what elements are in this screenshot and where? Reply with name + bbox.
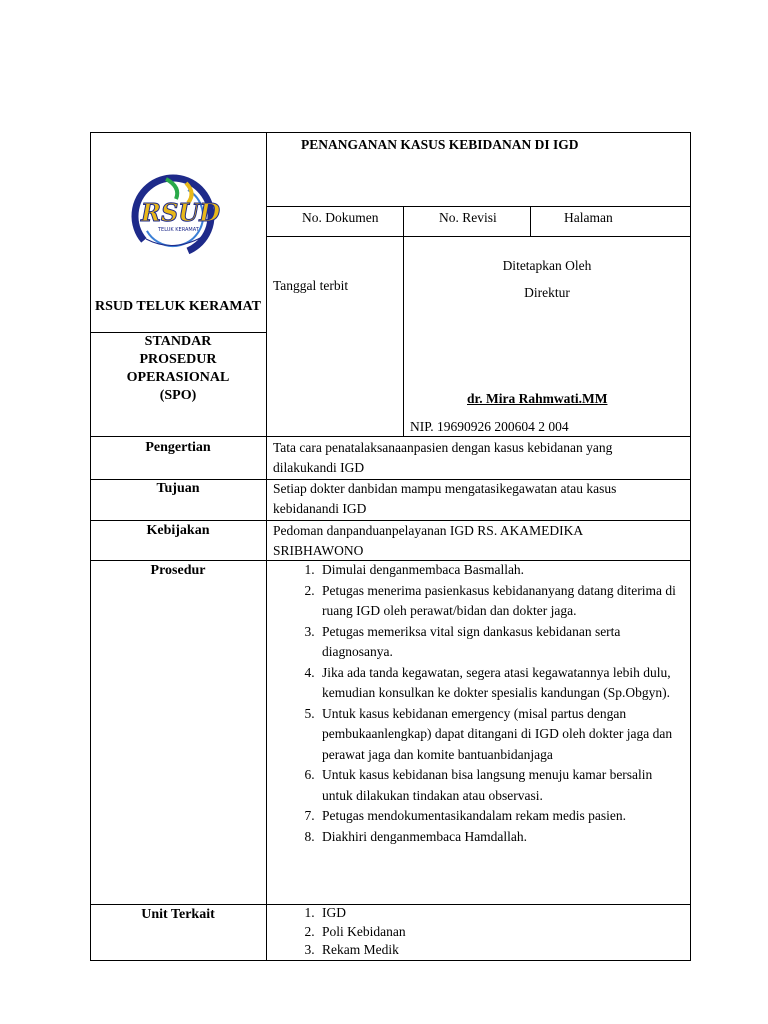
hospital-logo: [126, 169, 220, 263]
table-border-left: [90, 132, 91, 961]
procedure-step: 6. Untuk kasus kebidanan bisa langsung menuju kamar bersalin untuk dilakukan tindakan atau observasi.: [318, 765, 684, 806]
unit-terkait-content: [266, 904, 406, 960]
procedure-step: 2. Petugas menerima pasienkasus kebidananyang datang diterima di ruang IGD oleh perawat/bidan dan dokter jaga.: [318, 581, 684, 622]
text-line: kebidanandi IGD: [273, 500, 367, 516]
unit-item: 1. IGD: [318, 904, 406, 923]
pengertian-content: [273, 438, 612, 477]
text-line: Pedoman danpanduanpelayanan IGD RS. AKAMEDIKA: [273, 523, 584, 538]
procedure-step: 8. Diakhiri denganmembaca Hamdallah.: [318, 827, 684, 848]
direktur-label: Direktur: [524, 285, 570, 300]
procedure-step: 4. Jika ada tanda kegawatan, segera atasi kegawatannya lebih dulu, kemudian konsulkan ke dokter spesialis kandungan (Sp.Obgyn).: [318, 663, 684, 704]
column-divider: [530, 206, 531, 237]
table-border-bottom: [90, 960, 691, 961]
text-line: Tata cara penatalaksanaanpasien dengan kasus kebidanan yang: [273, 440, 613, 455]
svg-text:RSUD: RSUD: [141, 198, 220, 227]
column-divider: [403, 206, 404, 436]
pengertian-label: Pengertian: [145, 440, 211, 455]
kebijakan-content: [273, 521, 583, 560]
signatory-nip: NIP. 19690926 200604 2 004: [410, 419, 569, 434]
text-line: dilakukandi IGD: [273, 459, 365, 475]
no-dokumen-label: No. Dokumen: [302, 210, 379, 225]
hospital-name: RSUD TELUK KERAMAT: [95, 299, 261, 314]
halaman-label: Halaman: [564, 210, 613, 225]
kebijakan-label: Kebijakan: [146, 523, 210, 538]
procedure-steps: [266, 560, 684, 847]
unit-terkait-label: Unit Terkait: [141, 907, 215, 922]
tujuan-content: [273, 479, 616, 518]
ditetapkan-label: Ditetapkan Oleh: [502, 258, 592, 273]
divider: [90, 436, 691, 437]
procedure-step: 1. Dimulai denganmembaca Basmallah.: [318, 560, 684, 581]
procedure-step: 5. Untuk kasus kebidanan emergency (misal partus dengan pembukaanlengkap) dapat ditangani di IGD oleh dokter jaga dan perawat jaga dan komite bantuanbidanjaga: [318, 704, 684, 766]
table-border-right: [690, 132, 691, 961]
document-type: STANDAR PROSEDUR OPERASIONAL (SPO): [126, 334, 230, 403]
text-line: Setiap dokter danbidan mampu mengatasikegawatan atau kasus: [273, 481, 617, 496]
prosedur-label: Prosedur: [150, 563, 206, 578]
divider: [266, 236, 691, 237]
tujuan-label: Tujuan: [156, 481, 200, 496]
unit-item: 3. Rekam Medik: [318, 941, 406, 960]
table-border-top: [90, 132, 691, 133]
svg-text:TELUK KERAMAT: TELUK KERAMAT: [158, 227, 199, 233]
spo-document: [90, 132, 691, 961]
no-revisi-label: No. Revisi: [439, 210, 497, 225]
document-title: PENANGANAN KASUS KEBIDANAN DI IGD: [301, 137, 579, 152]
procedure-step: 7. Petugas mendokumentasikandalam rekam medis pasien.: [318, 806, 684, 827]
unit-list: [266, 904, 406, 960]
text-line: SRIBHAWONO: [273, 542, 364, 558]
procedure-step: 3. Petugas memeriksa vital sign dankasus kebidanan serta diagnosanya.: [318, 622, 684, 663]
divider: [266, 206, 691, 207]
unit-item: 2. Poli Kebidanan: [318, 923, 406, 942]
prosedur-content: [266, 560, 684, 847]
tanggal-terbit-label: Tanggal terbit: [273, 278, 349, 293]
signatory-name: dr. Mira Rahmwati.MM: [467, 391, 608, 406]
